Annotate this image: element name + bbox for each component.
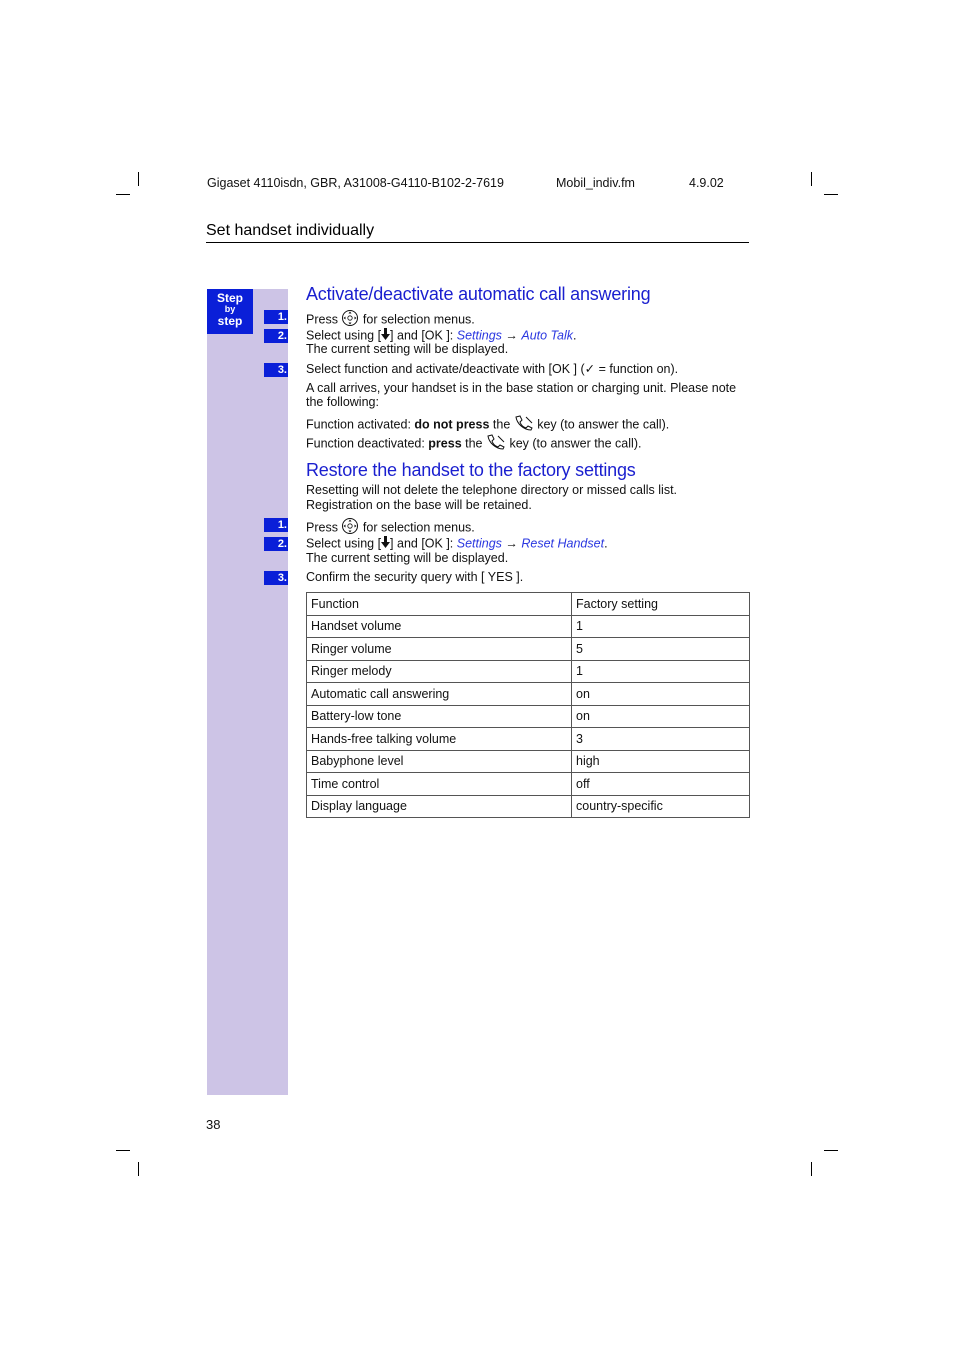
- table-header-cell: Function: [307, 593, 572, 616]
- title-rule: [206, 242, 749, 243]
- table-row: [307, 728, 750, 751]
- deact-mid: the: [461, 436, 486, 451]
- table-row: [307, 705, 750, 728]
- table-cell: Battery-low tone: [307, 705, 572, 728]
- crop-mark: [116, 1150, 130, 1151]
- crop-mark: [824, 194, 838, 195]
- crop-mark: [138, 1162, 139, 1176]
- menu-link-settings[interactable]: Settings: [456, 328, 502, 343]
- by-word: by: [224, 304, 236, 314]
- s1-step1-post: for selection menus.: [362, 312, 475, 327]
- s1-activated-line: [306, 415, 669, 435]
- section-title: Set handset individually: [206, 222, 375, 239]
- deact-pre: Function deactivated:: [306, 436, 429, 451]
- act-bold: do not press: [414, 417, 490, 432]
- s2-step2-text: [306, 536, 608, 552]
- s2-step1-pre: Press: [306, 520, 338, 535]
- table-cell: Handset volume: [307, 615, 572, 638]
- s1-step2-end: .: [573, 328, 577, 343]
- s1-step3-b: = function on).: [595, 362, 679, 376]
- crop-mark: [138, 172, 139, 186]
- table-cell: 3: [572, 728, 750, 751]
- table-cell: Display language: [307, 795, 572, 818]
- act-post: key (to answer the call).: [533, 417, 670, 432]
- s2-intro-line2: Registration on the base will be retained.: [306, 498, 532, 512]
- s2-intro-line1: Resetting will not delete the telephone directory or missed calls list.: [306, 483, 678, 497]
- table-cell: Hands-free talking volume: [307, 728, 572, 751]
- table-cell: Time control: [307, 773, 572, 796]
- table-row: [307, 660, 750, 683]
- s2-step1-post: for selection menus.: [362, 520, 475, 535]
- s1-current-setting: The current setting will be displayed.: [306, 342, 509, 356]
- step-badge-2: 2.: [264, 537, 288, 551]
- doc-reference: Gigaset 4110isdn, GBR, A31008-G4110-B102-2-7619: [207, 176, 504, 190]
- menu-link-settings[interactable]: Settings: [456, 536, 502, 551]
- table-cell: 1: [572, 615, 750, 638]
- table-cell: Babyphone level: [307, 750, 572, 773]
- step-badge-1: 1.: [264, 310, 288, 324]
- step-word-2: step: [217, 314, 243, 328]
- s1-step3-text: [306, 362, 678, 377]
- talk-key-icon: [514, 415, 534, 435]
- section1-heading: Activate/deactivate automatic call answering: [306, 284, 651, 304]
- menu-arrow: →: [501, 328, 522, 343]
- doc-date: 4.9.02: [689, 176, 724, 190]
- table-cell: Automatic call answering: [307, 683, 572, 706]
- s1-step3-a: Select function and activate/deactivate with [OK ] (: [306, 362, 585, 376]
- step-badge-3: 3.: [264, 363, 288, 377]
- table-cell: country-specific: [572, 795, 750, 818]
- s1-step2-pre: Select using [: [306, 328, 382, 343]
- table-header-row: [307, 593, 750, 616]
- step-word: Step: [216, 291, 243, 305]
- step-sidebar: [207, 289, 288, 1095]
- s2-current-setting: The current setting will be displayed.: [306, 551, 509, 565]
- table-header-cell: Factory setting: [572, 593, 750, 616]
- menu-link-reset-handset[interactable]: Reset Handset: [521, 536, 605, 551]
- menu-link-auto-talk[interactable]: Auto Talk: [521, 328, 574, 343]
- table-cell: Ringer melody: [307, 660, 572, 683]
- s1-note-line1: A call arrives, your handset is in the base station or charging unit. Please note: [306, 381, 737, 395]
- section2-heading: Restore the handset to the factory settings: [306, 460, 636, 480]
- table-cell: high: [572, 750, 750, 773]
- deact-post: key (to answer the call).: [505, 436, 642, 451]
- table-cell: Ringer volume: [307, 638, 572, 661]
- act-pre: Function activated:: [306, 417, 415, 432]
- s2-step2-pre: Select using [: [306, 536, 382, 551]
- table-row: [307, 773, 750, 796]
- step-badge-3: 3.: [264, 571, 288, 585]
- factory-settings-table: [306, 592, 750, 818]
- table-cell: on: [572, 683, 750, 706]
- crop-mark: [811, 1162, 812, 1176]
- table-cell: 1: [572, 660, 750, 683]
- table-row: [307, 795, 750, 818]
- table-cell: off: [572, 773, 750, 796]
- menu-arrow: →: [501, 536, 522, 551]
- table-row: [307, 638, 750, 661]
- crop-mark: [811, 172, 812, 186]
- table-cell: 5: [572, 638, 750, 661]
- s2-step2-end: .: [604, 536, 608, 551]
- table-row: [307, 683, 750, 706]
- s1-deactivated-line: [306, 434, 641, 454]
- crop-mark: [824, 1150, 838, 1151]
- page-number: 38: [206, 1117, 221, 1132]
- act-mid: the: [489, 417, 514, 432]
- table-row: [307, 615, 750, 638]
- s1-note-line2: the following:: [306, 395, 379, 409]
- step-badge-2: 2.: [264, 329, 288, 343]
- deact-bold: press: [428, 436, 462, 451]
- step-badge-1: 1.: [264, 518, 288, 532]
- s1-step2-mid: ] and [OK ]:: [390, 328, 457, 343]
- check-icon: ✓: [584, 362, 596, 376]
- s2-step3-text: Confirm the security query with [ YES ].: [306, 570, 524, 584]
- down-arrow-icon: [381, 536, 390, 552]
- s1-step1-pre: Press: [306, 312, 338, 327]
- step-by-step-label: [207, 289, 253, 334]
- crop-mark: [116, 194, 130, 195]
- talk-key-icon: [486, 434, 506, 454]
- s2-step2-mid: ] and [OK ]:: [390, 536, 457, 551]
- doc-filename: Mobil_indiv.fm: [556, 176, 635, 190]
- table-row: [307, 750, 750, 773]
- table-cell: on: [572, 705, 750, 728]
